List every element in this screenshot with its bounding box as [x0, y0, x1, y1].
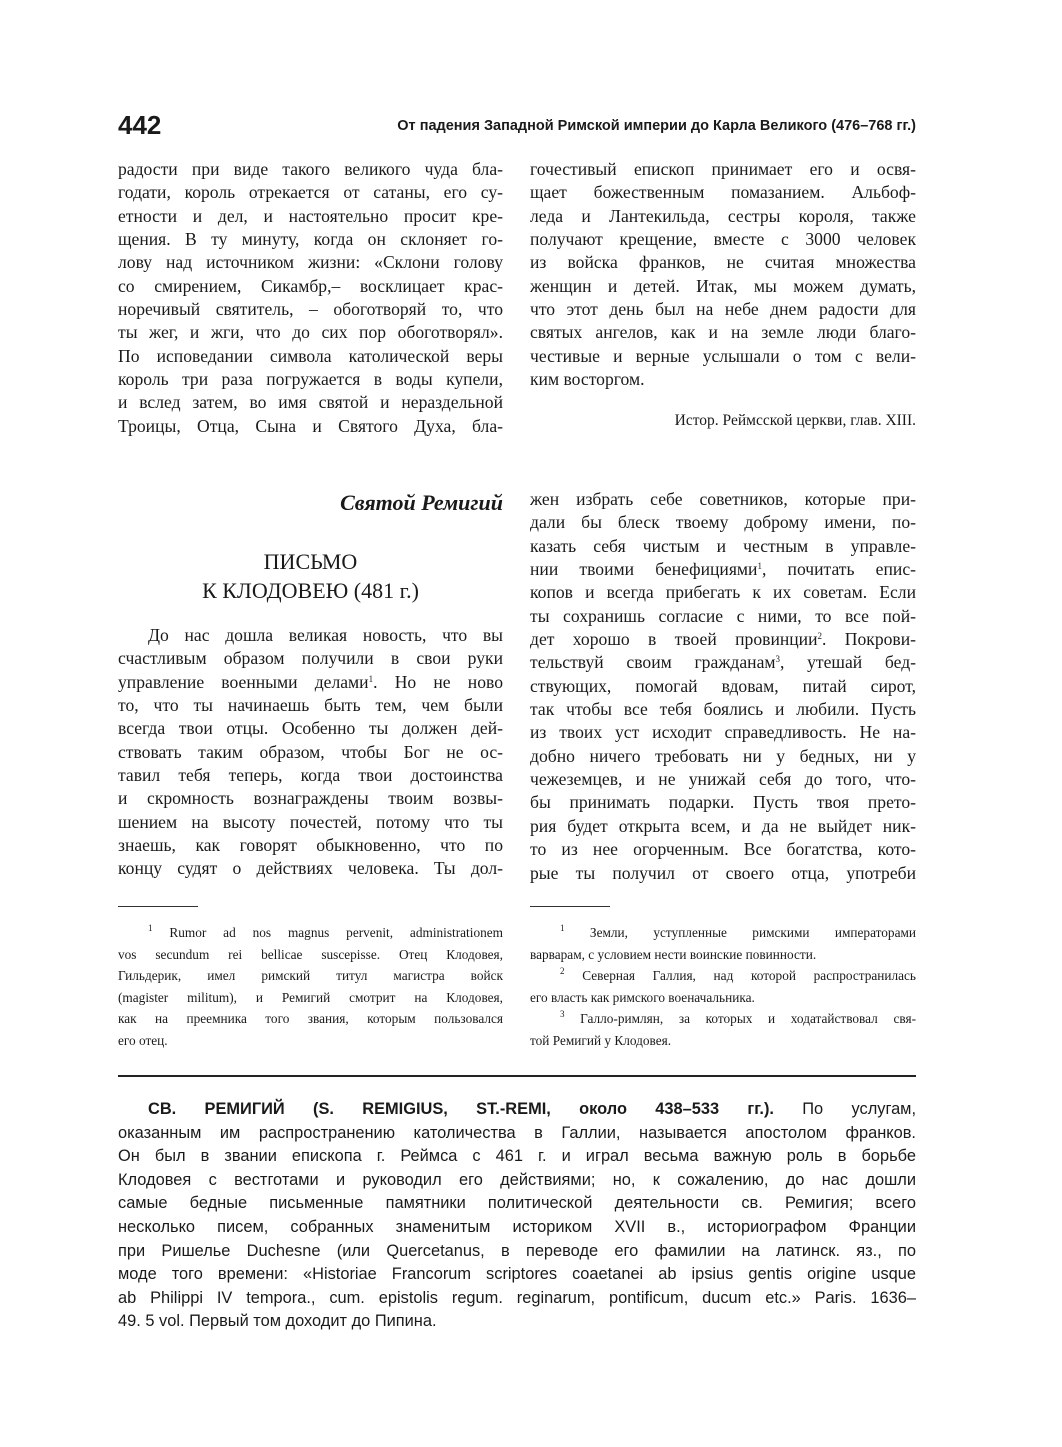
- text-line: то, что ты начинаешь быть тем, чем были: [118, 695, 503, 716]
- footnote-number: 1: [148, 923, 153, 933]
- bio-lead: СВ. РЕМИГИЙ (S. REMIGIUS, ST.-REMI, около 438–533 гг.).: [148, 1100, 774, 1118]
- letter-column-right: [530, 488, 916, 885]
- bio-line: 49. 5 vol. Первый том доходит до Пипина.: [118, 1312, 437, 1331]
- text-line: норечивый святитель, – обоготворяй то, что: [118, 299, 503, 320]
- text-line: со смирением, Сикамбр,– восклицает крас-: [118, 275, 503, 296]
- text-line: из войска франков, не считая множества: [530, 252, 916, 273]
- footnote-line: Гильдерик, имел римский титул магистра войск: [118, 968, 503, 983]
- footnote-number: 2: [560, 966, 565, 976]
- footnote-number: 1: [560, 923, 565, 933]
- text-line: концу судят о действиях человека. Ты дол-: [118, 858, 503, 879]
- bio-line: оказанным им распространению католичества в Галлии, называется апостолом франков.: [118, 1123, 916, 1142]
- text-line: По исповедании символа католической веры: [118, 345, 503, 366]
- footnote-line: [530, 965, 916, 987]
- text-line: шением на высоту почестей, потому что ты: [118, 811, 503, 832]
- footnote-line: vos secundum rei bellicae suscepisse. Отец Клодовея,: [118, 946, 503, 962]
- text-line: и скромность вознаграждены твоим возвы-: [118, 788, 503, 809]
- text-line: рия будет открыта всем, и да не выйдет ник-: [530, 815, 916, 836]
- bio-line: моде того времени: «Historiae Francorum scriptores coaetanei ab ipsius gentis origine usque: [118, 1265, 916, 1284]
- text-line: лову над источником жизни: «Склони голову: [118, 252, 503, 273]
- footnote-line: варварам, с условием нести воинские повинности.: [530, 946, 817, 962]
- text-fragment: управление военными делами: [118, 671, 369, 692]
- text-line: счастливым образом получили в свои руки: [118, 648, 503, 669]
- footnotes-left: [118, 922, 503, 1051]
- author-heading: Святой Ремигий: [340, 490, 503, 515]
- source-citation: Истор. Реймсской церкви, глав. XIII.: [674, 412, 916, 429]
- bio-line: Он был в звании епископа г. Реймса с 461 г. и играл весьма важную роль в борьбе: [118, 1147, 916, 1166]
- text-line: то из нее огорченным. Все богатства, кото-: [530, 839, 916, 860]
- text-line: и вслед затем, во имя святой и нераздельной: [118, 392, 503, 413]
- bio-line: самые бедные письменные памятники политической деятельности св. Ремигия; всего: [118, 1194, 916, 1213]
- text-line: етности и дел, и настоятельно просит кре-: [118, 205, 503, 226]
- bio-text: По услугам,: [773, 1100, 917, 1118]
- bio-line: несколько писем, собранных знаменитым историком XVII в., историографом Франции: [118, 1217, 916, 1236]
- footnote-line: [530, 1008, 916, 1030]
- footnote-text: Северная Галлия, над которой распространилась: [582, 968, 916, 983]
- text-line: ствовать таким образом, чтобы Бог не ос-: [118, 741, 503, 762]
- bio-line: [118, 1098, 916, 1122]
- footnote-ref: 2: [817, 631, 823, 642]
- text-column-top-left: [118, 158, 503, 438]
- section-divider: [118, 1075, 916, 1077]
- footnote-line: той Ремигий у Клодовея.: [530, 1032, 672, 1048]
- text-line: [530, 558, 916, 581]
- running-title: От падения Западной Римской империи до Карла Великого (476–768 гг.): [397, 118, 916, 134]
- footnote-line: его отец.: [118, 1032, 168, 1048]
- text-line: щает божественным помазанием. Альбоф-: [530, 182, 916, 203]
- footnote-line: как на преемника того звания, которым пользовался: [118, 1011, 503, 1026]
- footnote-rule-left: [118, 906, 198, 907]
- text-line: гочестивый епископ принимает его и освя-: [530, 159, 916, 179]
- text-line: ты сохранишь согласие с ними, то все пой-: [530, 605, 916, 626]
- text-fragment: . Покрови-: [822, 629, 917, 650]
- footnote-line: его власть как римского военачальника.: [530, 989, 755, 1005]
- text-line: До нас дошла великая новость, что вы: [148, 625, 503, 645]
- text-line: щения. В ту минуту, когда он склоняет го-: [118, 229, 503, 250]
- footnote-text: Rumor ad nos magnus pervenit, administrationem: [169, 925, 503, 940]
- text-line: казать себя чистым и честным в управле-: [530, 535, 916, 556]
- letter-title-line: К КЛОДОВЕЮ (481 г.): [202, 578, 419, 603]
- text-line: [118, 671, 503, 694]
- bio-line: при Ришелье Duchesne (или Quercetanus, в переводе его фамилии на латинск. яз., по: [118, 1241, 916, 1260]
- text-line: что этот день был на небе днем радости для: [530, 299, 916, 320]
- text-line: женщин и детей. Итак, мы можем думать,: [530, 275, 916, 296]
- text-line: дали бы блеск твоему доброму имени, по-: [530, 512, 916, 533]
- footnote-number: 3: [560, 1009, 565, 1019]
- text-line: король три раза погружается в воды купели,: [118, 369, 503, 390]
- text-fragment: тельствуй своим гражданам: [530, 652, 776, 673]
- text-line: [530, 628, 916, 651]
- footnote-ref: 1: [368, 673, 374, 684]
- text-line: годати, король отрекается от сатаны, его су-: [118, 182, 503, 203]
- text-line: ты жег, и жги, что до сих пор обоготворял».: [118, 322, 503, 343]
- footnote-line: [118, 922, 503, 944]
- footnote-ref: 3: [775, 654, 781, 665]
- text-line: всегда твои отцы. Особенно ты должен дей-: [118, 718, 503, 739]
- biography-note: [118, 1098, 916, 1334]
- page-number: 442: [118, 110, 162, 140]
- letter-title-line: ПИСЬМО: [263, 549, 358, 574]
- text-line: [530, 651, 916, 674]
- text-fragment: дет хорошо в твоей провинции: [530, 629, 818, 650]
- text-fragment: нии твоими бенефициями: [530, 559, 758, 580]
- footnote-text: Галло-римлян, за которых и ходатайствовал свя-: [580, 1011, 916, 1026]
- text-line: копов и всегда прибегать к их советам. Если: [530, 582, 916, 603]
- text-line: святых ангелов, как и на земле люди благо-: [530, 322, 916, 343]
- text-line: ким восторгом.: [530, 369, 645, 390]
- text-line: леда и Лантекильда, сестры короля, также: [530, 205, 916, 226]
- text-column-top-right: [530, 158, 916, 391]
- letter-title: [118, 547, 503, 605]
- bio-line: ab Philippi IV tempora., cum. epistolis regum. reginarum, pontificum, ducum etc.» Paris. 1636–: [118, 1288, 916, 1307]
- text-line: Троицы, Отца, Сына и Святого Духа, бла-: [118, 415, 503, 436]
- footnotes-right: [530, 922, 916, 1051]
- text-line: знаешь, как говорят обыкновенно, что по: [118, 835, 503, 856]
- text-fragment: . Но не ново: [373, 671, 503, 692]
- text-line: жен избрать себе советников, которые при-: [530, 489, 916, 509]
- text-line: бы принимать подарки. Пусть твоя прето-: [530, 792, 916, 813]
- page-header: [118, 108, 916, 148]
- text-line: добно ничего требовать ни у бедных, ни у: [530, 745, 916, 766]
- text-line: радости при виде такого великого чуда бла-: [118, 159, 503, 179]
- bio-line: Клодовея с вестготами и руководил его действиями; но, к сожалению, до нас дошли: [118, 1170, 916, 1189]
- footnote-text: Земли, уступленные римскими императорами: [589, 925, 917, 940]
- footnote-line: [530, 922, 916, 944]
- text-line: честивые и верные услышали о том с вели-: [530, 345, 916, 366]
- footnote-line: (magister militum), и Ремигий смотрит на Клодовея,: [118, 989, 503, 1005]
- text-line: получают крещение, вместе с 3000 человек: [530, 229, 916, 250]
- text-line: из твоих уст исходит справедливость. Не на-: [530, 722, 916, 743]
- footnote-rule-right: [530, 906, 610, 907]
- text-line: тавил тебя теперь, когда твои достоинства: [118, 765, 503, 786]
- text-line: так чтобы все тебя боялись и любили. Пусть: [530, 699, 916, 720]
- letter-column-left: [118, 624, 503, 881]
- text-line: чежеземцев, и не унижай себя до того, что-: [530, 769, 916, 790]
- footnote-ref: 1: [757, 561, 762, 572]
- text-fragment: , утешай бед-: [780, 652, 917, 673]
- text-fragment: , почитать епис-: [761, 559, 916, 580]
- text-line: рые ты получил от своего отца, употреби: [530, 862, 916, 883]
- text-line: ствующих, помогай вдовам, питай сирот,: [530, 675, 916, 696]
